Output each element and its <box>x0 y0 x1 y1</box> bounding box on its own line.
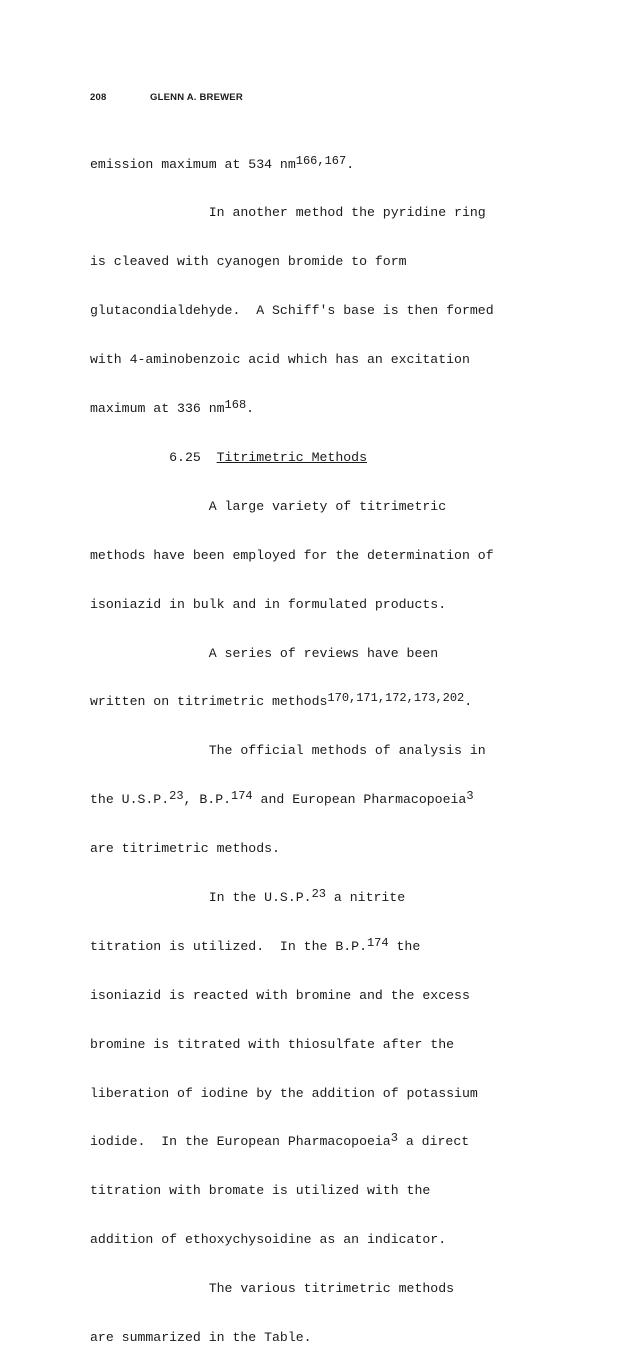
text-line: The official methods of analysis in <box>90 743 486 759</box>
text-line: titration with bromate is utilized with the <box>90 1183 431 1199</box>
section-title: Titrimetric Methods <box>216 449 367 465</box>
text-line: liberation of iodine by the addition of potassium <box>90 1085 478 1101</box>
text-run: . <box>346 156 355 172</box>
body-text <box>90 124 550 1363</box>
text-line <box>90 153 550 173</box>
text-run: , B.P. <box>183 792 232 808</box>
text-line: The various titrimetric methods <box>90 1281 455 1297</box>
text-line: with 4-aminobenzoic acid which has an excitation <box>90 352 470 368</box>
text-run: . <box>246 401 255 417</box>
text-run: . <box>464 694 473 710</box>
text-line: A series of reviews have been <box>90 645 439 661</box>
citation-superscript: 170,171,172,173,202 <box>327 691 465 706</box>
text-run: titration is utilized. In the B.P. <box>90 938 367 954</box>
text-line: isoniazid in bulk and in formulated products. <box>90 596 447 612</box>
citation-superscript: 174 <box>366 935 389 950</box>
text-run: emission maximum at 534 nm <box>90 156 296 172</box>
page-number: 208 <box>90 92 107 103</box>
text-line <box>90 398 550 417</box>
text-line: are titrimetric methods. <box>90 841 280 857</box>
text-run: a direct <box>397 1134 470 1150</box>
text-line <box>90 1131 550 1150</box>
citation-superscript: 3 <box>390 1131 398 1146</box>
text-run: the U.S.P. <box>90 792 170 808</box>
text-line: methods have been employed for the determination of <box>90 547 494 563</box>
text-run: and European Pharmacopoeia <box>252 792 467 808</box>
text-run <box>90 450 169 465</box>
text-run: maximum at 336 nm <box>90 401 225 417</box>
text-line <box>90 886 550 906</box>
text-line: glutacondialdehyde. A Schiff's base is then formed <box>90 303 494 319</box>
citation-superscript: 174 <box>231 789 253 804</box>
text-line: is cleaved with cyanogen bromide to form <box>90 254 407 270</box>
text-run: written on titrimetric methods <box>90 694 328 710</box>
running-header <box>90 92 243 103</box>
text-run <box>201 450 217 465</box>
text-line <box>90 789 550 808</box>
text-line <box>90 691 550 710</box>
citation-superscript: 168 <box>224 398 247 413</box>
text-line: isoniazid is reacted with bromine and the excess <box>90 987 470 1003</box>
text-run: In the U.S.P. <box>90 889 312 905</box>
section-number: 6.25 <box>169 449 201 465</box>
running-head-author: GLENN A. BREWER <box>150 92 243 103</box>
citation-superscript: 23 <box>169 789 184 804</box>
text-run: iodide. In the European Pharmacopoeia <box>90 1134 391 1150</box>
text-line: are summarized in the Table. <box>90 1329 312 1345</box>
text-run: the <box>388 938 421 954</box>
text-run: a nitrite <box>326 889 406 905</box>
citation-superscript: 23 <box>311 886 326 901</box>
citation-superscript: 3 <box>466 789 474 804</box>
text-line <box>90 935 550 955</box>
citation-superscript: 166,167 <box>295 153 347 168</box>
text-line: bromine is titrated with thiosulfate after the <box>90 1036 455 1052</box>
section-heading <box>90 450 550 466</box>
text-line: addition of ethoxychysoidine as an indicator. <box>90 1232 447 1248</box>
text-line: A large variety of titrimetric <box>90 498 447 514</box>
text-line: In another method the pyridine ring <box>90 205 486 221</box>
